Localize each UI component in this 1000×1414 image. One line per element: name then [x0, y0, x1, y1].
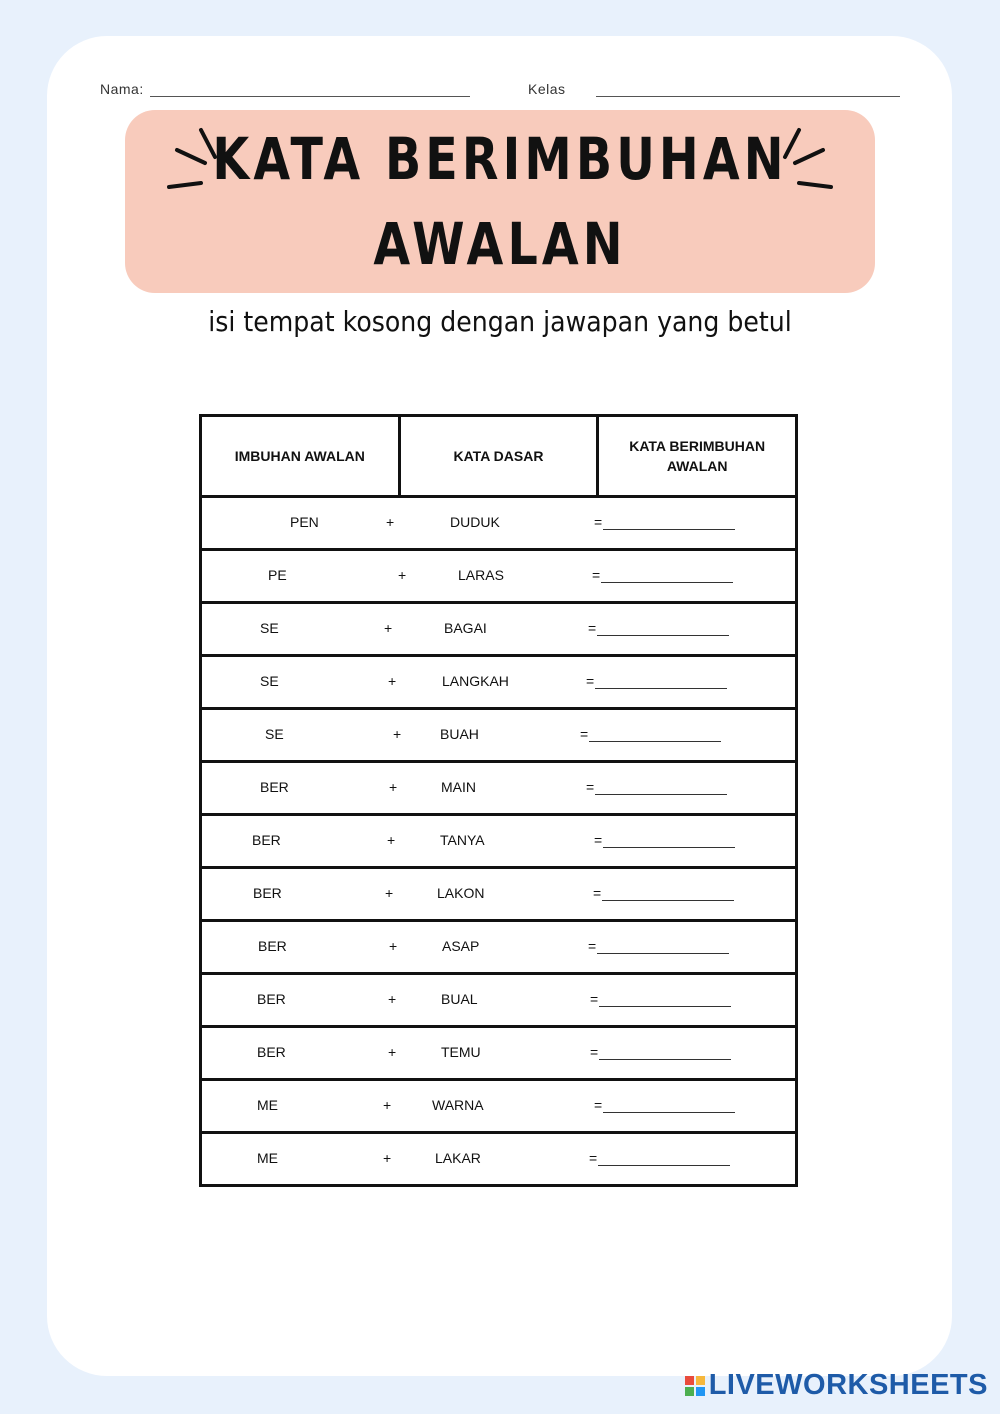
table-row	[201, 550, 797, 603]
prefix-text: BER	[257, 991, 286, 1007]
logo-mark-icon	[685, 1376, 705, 1396]
root-word-text: TEMU	[441, 1044, 481, 1060]
prefix-text: BER	[258, 938, 287, 954]
equals-sign: =	[588, 620, 597, 636]
root-word-text: LAKAR	[435, 1150, 481, 1166]
table-row	[201, 868, 797, 921]
answer-blank-line[interactable]	[599, 1046, 731, 1060]
root-word-text: MAIN	[441, 779, 476, 795]
table-row	[201, 1080, 797, 1133]
prefix-text: PE	[268, 567, 287, 583]
table-row	[201, 709, 797, 762]
root-word-text: DUDUK	[450, 514, 500, 530]
answer-blank-line[interactable]	[597, 622, 729, 636]
page-title-line2: AWALAN	[373, 210, 627, 278]
root-word-text: BUAH	[440, 726, 479, 742]
logo-text: LIVEWORKSHEETS	[708, 1369, 988, 1401]
table-row	[201, 656, 797, 709]
root-word-text: LARAS	[458, 567, 504, 583]
table-row	[201, 921, 797, 974]
root-word-text: LANGKAH	[442, 673, 509, 689]
instruction-text: isi tempat kosong dengan jawapan yang betul	[208, 305, 792, 338]
table-row	[201, 815, 797, 868]
exercise-table	[199, 414, 798, 1187]
table-row-cell	[201, 603, 797, 656]
table-row	[201, 497, 797, 550]
equals-sign: =	[594, 832, 603, 848]
page-title-line1: KATA BERIMBUHAN	[212, 125, 788, 193]
table-row-cell	[201, 868, 797, 921]
root-word-text: LAKON	[437, 885, 485, 901]
root-word-text: BAGAI	[444, 620, 487, 636]
equals-sign: =	[588, 938, 597, 954]
equals-sign: =	[593, 885, 602, 901]
answer-blank-line[interactable]	[603, 516, 735, 530]
table-row	[201, 762, 797, 815]
header-root-word: KATA DASAR	[399, 416, 598, 497]
table-row-cell	[201, 921, 797, 974]
answer-blank-line[interactable]	[589, 728, 721, 742]
answer-field[interactable]	[594, 514, 735, 530]
answer-blank-line[interactable]	[603, 834, 735, 848]
answer-blank-line[interactable]	[598, 1152, 730, 1166]
prefix-text: SE	[265, 726, 284, 742]
prefix-text: ME	[257, 1150, 278, 1166]
prefix-text: BER	[260, 779, 289, 795]
class-label: Kelas	[528, 81, 566, 97]
answer-field[interactable]	[580, 726, 721, 742]
plus-sign: +	[389, 938, 398, 954]
plus-sign: +	[383, 1150, 392, 1166]
plus-sign: +	[398, 567, 407, 583]
equals-sign: =	[590, 1044, 599, 1060]
equals-sign: =	[580, 726, 589, 742]
table-row	[201, 974, 797, 1027]
plus-sign: +	[384, 620, 393, 636]
answer-field[interactable]	[592, 567, 733, 583]
answer-blank-line[interactable]	[603, 1099, 735, 1113]
name-field[interactable]	[150, 96, 470, 97]
plus-sign: +	[388, 991, 397, 1007]
answer-field[interactable]	[588, 938, 729, 954]
equals-sign: =	[592, 567, 601, 583]
prefix-text: BER	[253, 885, 282, 901]
root-word-text: BUAL	[441, 991, 478, 1007]
plus-sign: +	[386, 514, 395, 530]
header-prefix: IMBUHAN AWALAN	[201, 416, 400, 497]
prefix-text: ME	[257, 1097, 278, 1113]
table-row	[201, 1027, 797, 1080]
table-row	[201, 603, 797, 656]
plus-sign: +	[385, 885, 394, 901]
table-row-cell	[201, 1133, 797, 1186]
answer-field[interactable]	[594, 832, 735, 848]
table-row-cell	[201, 815, 797, 868]
plus-sign: +	[383, 1097, 392, 1113]
answer-field[interactable]	[586, 673, 727, 689]
answer-field[interactable]	[588, 620, 729, 636]
equals-sign: =	[589, 1150, 598, 1166]
root-word-text: TANYA	[440, 832, 485, 848]
plus-sign: +	[387, 832, 396, 848]
root-word-text: ASAP	[442, 938, 480, 954]
table-row-cell	[201, 1080, 797, 1133]
plus-sign: +	[393, 726, 402, 742]
answer-field[interactable]	[589, 1150, 730, 1166]
answer-field[interactable]	[593, 885, 734, 901]
header-derived-word: KATA BERIMBUHAN AWALAN	[598, 416, 797, 497]
answer-blank-line[interactable]	[595, 675, 727, 689]
table-row-cell	[201, 1027, 797, 1080]
plus-sign: +	[388, 673, 397, 689]
table-row-cell	[201, 762, 797, 815]
answer-field[interactable]	[594, 1097, 735, 1113]
answer-blank-line[interactable]	[601, 569, 733, 583]
equals-sign: =	[594, 514, 603, 530]
table-row-cell	[201, 497, 797, 550]
plus-sign: +	[388, 1044, 397, 1060]
root-word-text: WARNA	[432, 1097, 484, 1113]
equals-sign: =	[594, 1097, 603, 1113]
prefix-text: BER	[257, 1044, 286, 1060]
answer-blank-line[interactable]	[595, 781, 727, 795]
prefix-text: PEN	[290, 514, 319, 530]
prefix-text: BER	[252, 832, 281, 848]
equals-sign: =	[590, 991, 599, 1007]
answer-blank-line[interactable]	[602, 887, 734, 901]
liveworksheets-logo	[685, 1369, 988, 1402]
name-label: Nama:	[100, 81, 144, 97]
table-header-row	[201, 416, 797, 497]
prefix-text: SE	[260, 673, 279, 689]
equals-sign: =	[586, 673, 595, 689]
answer-field[interactable]	[586, 779, 727, 795]
table-row-cell	[201, 550, 797, 603]
table-row-cell	[201, 709, 797, 762]
plus-sign: +	[389, 779, 398, 795]
table-row	[201, 1133, 797, 1186]
table-row-cell	[201, 974, 797, 1027]
answer-field[interactable]	[590, 1044, 731, 1060]
class-field[interactable]	[596, 96, 900, 97]
equals-sign: =	[586, 779, 595, 795]
answer-blank-line[interactable]	[599, 993, 731, 1007]
table-row-cell	[201, 656, 797, 709]
answer-field[interactable]	[590, 991, 731, 1007]
prefix-text: SE	[260, 620, 279, 636]
answer-blank-line[interactable]	[597, 940, 729, 954]
